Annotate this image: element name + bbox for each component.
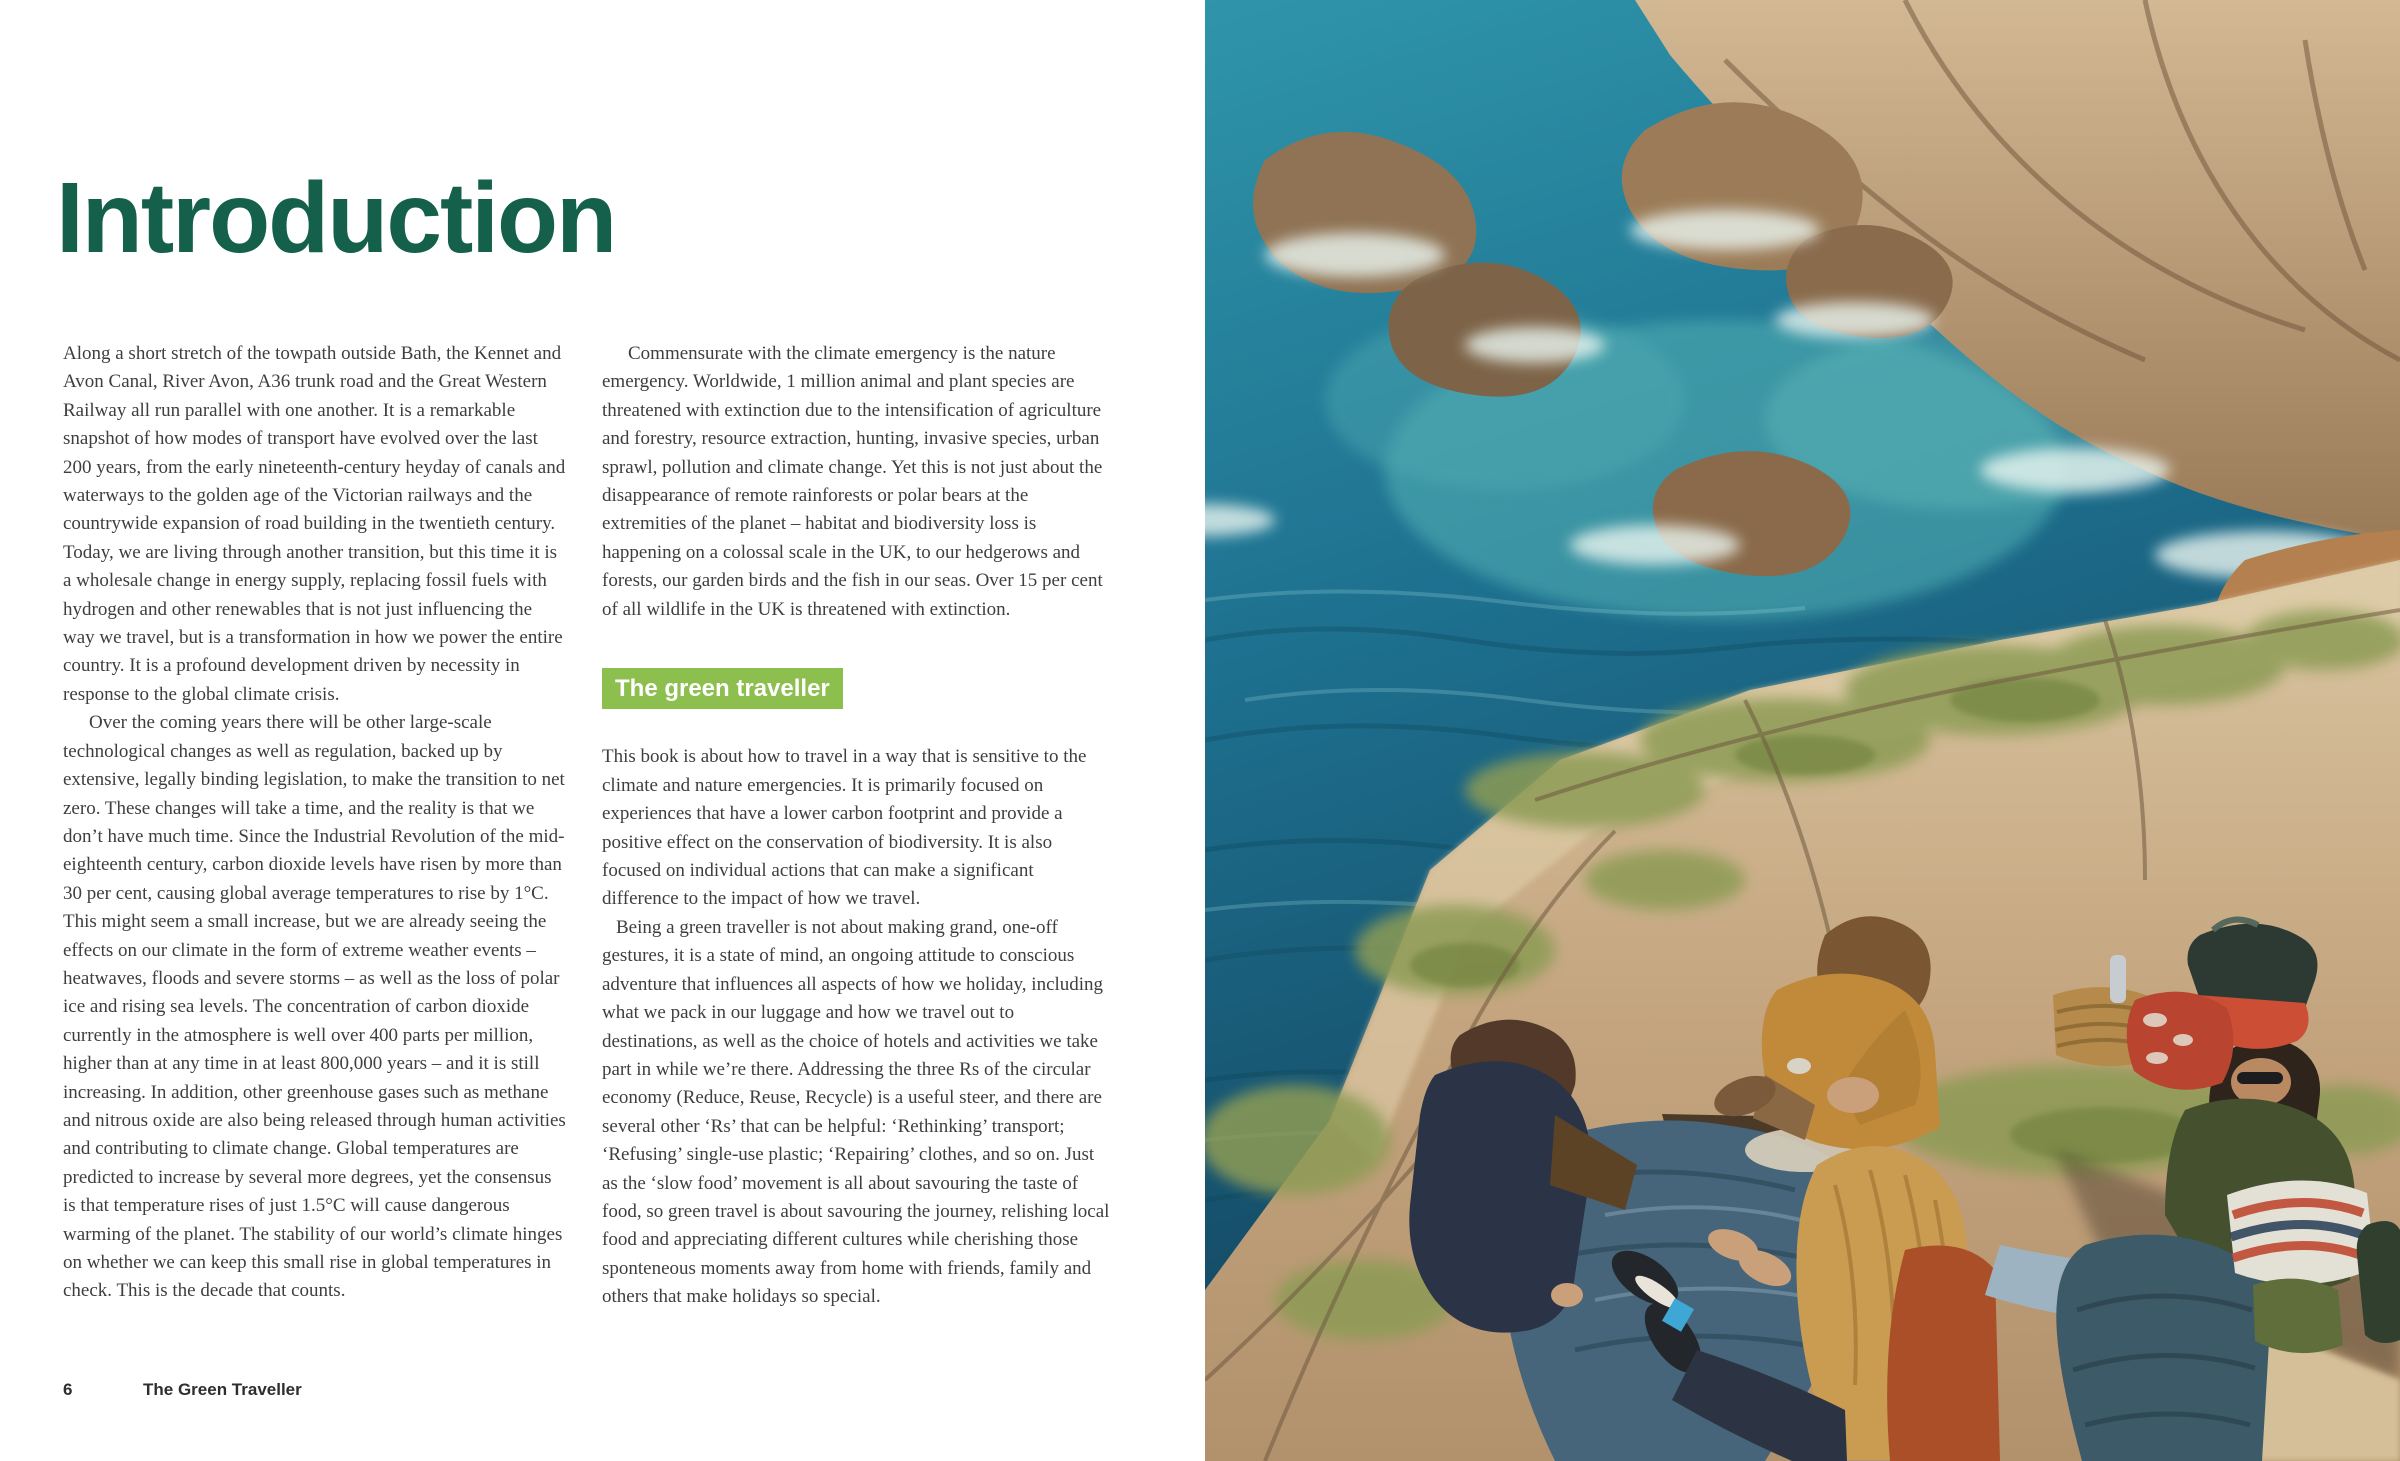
page-footer [0, 1380, 1205, 1410]
paragraph: Commensurate with the climate emergency is the nature emergency. Worldwide, 1 million animal and plant species are threatened with extinction due to the intensification of agriculture and forestry, resource extraction, hunting, invasive species, urban sprawl, pollution and climate change. Yet this is not just about the disappearance of remote rainforests or polar bears at the extremities of the planet – habitat and biodiversity loss is happening on a colossal scale in the UK, to our hedgerows and forests, our garden birds and the fish in our seas. Over 15 per cent of all wildlife in the UK is threatened with extinction. [602, 343, 1103, 620]
sunglasses [2237, 1072, 2283, 1084]
footer-book-title: The Green Traveller [143, 1380, 302, 1399]
rust-top [1887, 1246, 2000, 1461]
paragraph: This book is about how to travel in a way that is sensitive to the climate and nature emergencies. It is primarily focused on experiences that have a lower carbon footprint and provide a positive effect on the conservation of biodiversity. It is also focused on individual actions that can make a significant difference to the impact of how we travel. [602, 746, 1087, 910]
hand [1827, 1077, 1879, 1113]
page-title: Introduction [56, 162, 616, 274]
paragraph: Along a short stretch of the towpath outside Bath, the Kennet and Avon Canal, River Avon, A36 trunk road and the Great Western Railway all run parallel with one another. It is a remarkable snapshot of how modes of transport have evolved over the last 200 years, from the early nineteenth-century heyday of canals and waterways to the golden age of the Victorian railways and the countrywide expansion of road building in the twentieth century. Today, we are living through another transition, but this time it is a wholesale change in energy supply, replacing fossil fuels with hydrogen and other renewables that is not just influencing the way we travel, but is a transformation in how we power the entire country. It is a profound development driven by necessity in response to the global climate crisis. [63, 343, 566, 705]
section-heading-row [602, 668, 1112, 709]
section-heading: The green traveller [602, 668, 843, 709]
backpack [2188, 924, 2318, 1008]
text-column-right [602, 340, 1112, 1312]
sock [1787, 1058, 1811, 1074]
text-column-left [63, 340, 568, 1306]
page-number: 6 [63, 1380, 73, 1399]
olive-pouch [2253, 1279, 2343, 1354]
paragraph: Over the coming years there will be other large-scale technological changes as well as regulation, backed up by extensive, legally binding legislation, to make the transition to net zero. These changes will take a time, and the reality is that we don’t have much time. Since the Industrial Revolution of the mid-eighteenth century, carbon dioxide levels have risen by more than 30 per cent, causing global average temperatures to rise by 1°C. This might seem a small increase, but we are already seeing the effects on our climate in the form of extreme weather events – heatwaves, floods and severe storms – as well as the loss of polar ice and rising sea levels. The concentration of carbon dioxide currently in the atmosphere is well over 400 parts per million, higher than at any time in at least 800,000 years – and it is still increasing. In addition, other greenhouse gases such as methane and nitrous oxide are also being released through human activities and contributing to climate change. Global temperatures are predicted to increase by several more degrees, yet the consensus is that temperature rises of just 1.5°C will cause dangerous warming of the planet. The stability of our world’s climate hinges on whether we can keep this small rise in global temperatures in check. This is the decade that counts. [63, 712, 566, 1302]
coastal-picnic-photo [1205, 0, 2400, 1461]
photo-illustration [1205, 0, 2400, 1461]
paragraph: Being a green traveller is not about making grand, one-off gestures, it is a state of mind, an ongoing attitude to conscious adventure that influences all aspects of how we holiday, including what we pack in our luggage and how we travel out to destinations, as well as the choice of hotels and activities we take part in while we’re there. Addressing the three Rs of the circular economy (Reduce, Reuse, Recycle) is a useful steer, and there are several other ‘Rs’ that can be helpful: ‘Rethinking’ transport; ‘Refusing’ single-use plastic; ‘Repairing’ clothes, and so on. Just as the ‘slow food’ movement is all about savouring the taste of food, so green travel is about savouring the journey, relishing local food and appreciating different cultures while cherishing those sponteneous moments away from home with friends, family and others that make holidays so special. [602, 916, 1110, 1308]
water-bottle [2110, 955, 2126, 1003]
